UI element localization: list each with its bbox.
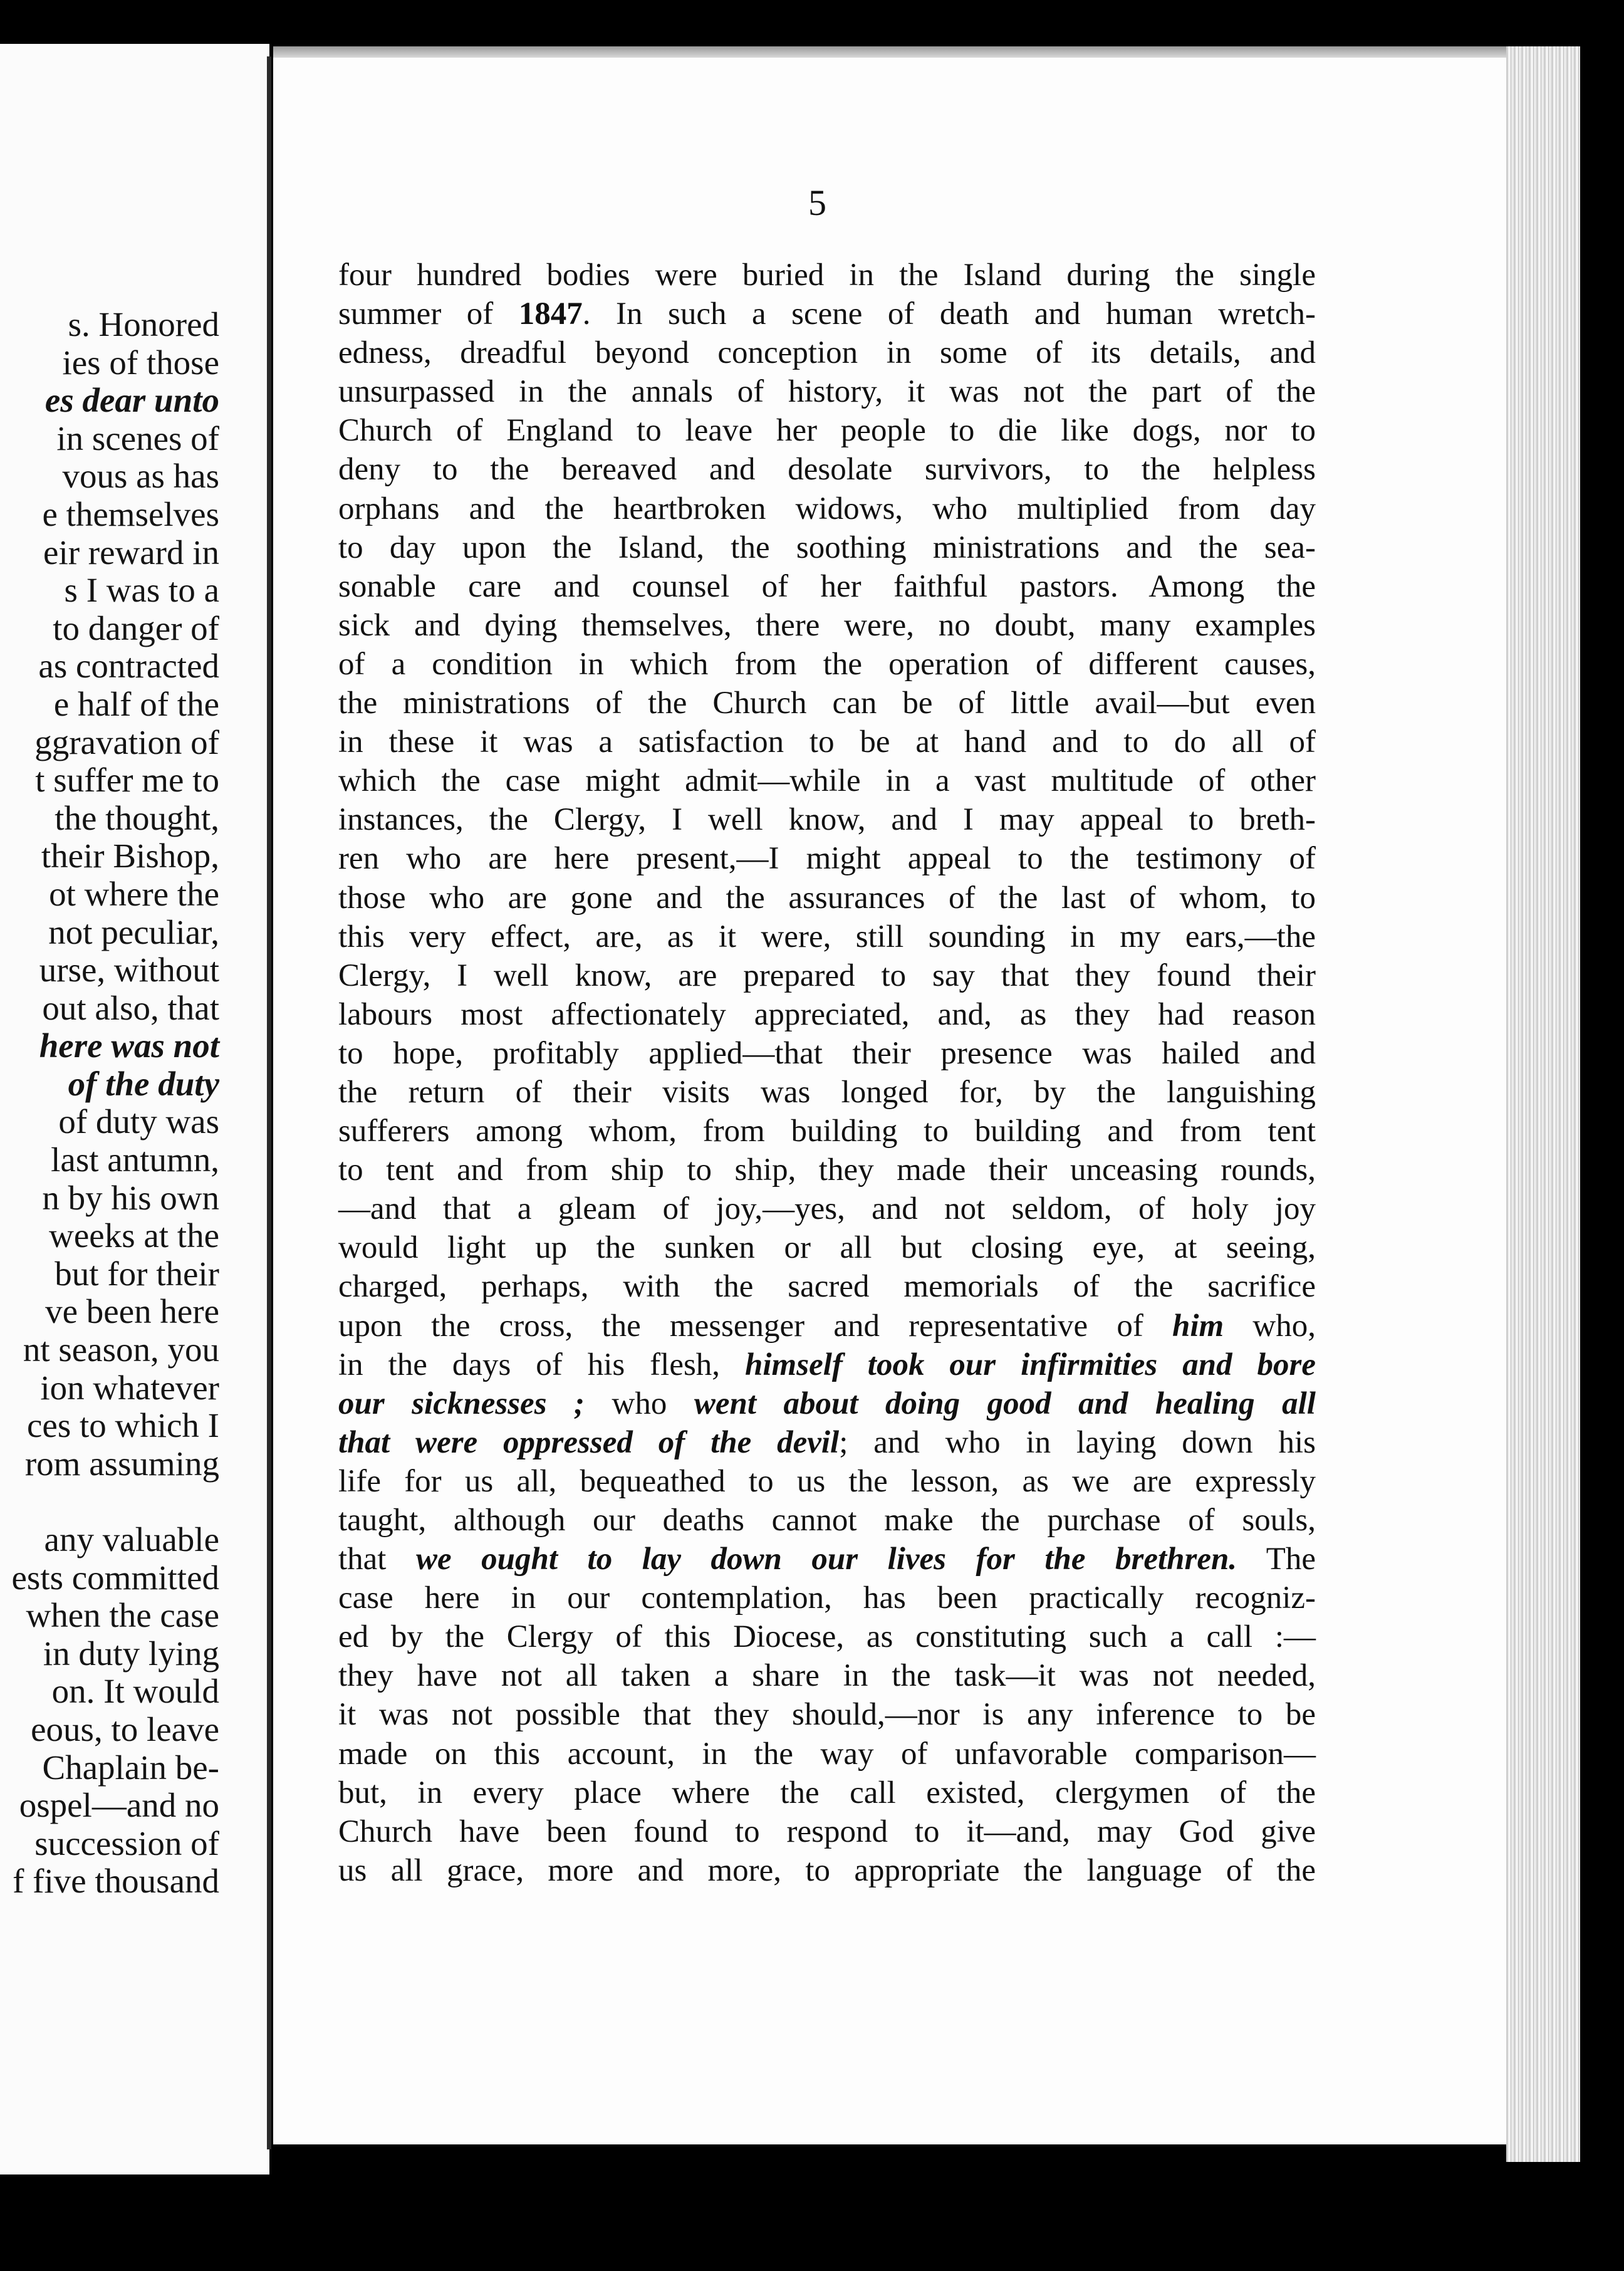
left-page-line: in duty lying: [43, 1634, 219, 1673]
text-line: [338, 489, 1316, 528]
emphasized-text: went about doing good and healing all: [694, 1386, 1316, 1421]
text-line: [338, 606, 1316, 645]
left-page-line: eir reward in: [43, 533, 219, 572]
left-page-line: weeks at the: [49, 1216, 219, 1255]
left-page-line: t suffer me to: [35, 761, 219, 800]
text-run: —and that a gleam of joy,—yes, and not seldom, of holy joy: [338, 1191, 1316, 1227]
text-run: sufferers among whom, from building to building and from tent: [338, 1114, 1316, 1149]
text-line: [338, 684, 1316, 723]
left-page-line: Chaplain be-: [42, 1748, 219, 1787]
left-page-line: as contracted: [38, 647, 219, 686]
text-run: but, in every place where the call existed, clergymen of the: [338, 1775, 1316, 1810]
emphasized-text: that were oppressed of the devil: [338, 1424, 840, 1460]
text-run: the ministrations of the Church can be of little avail—but even: [338, 686, 1316, 721]
left-page-line: last antumn,: [51, 1141, 219, 1179]
left-page-line: urse, without: [39, 951, 219, 989]
text-line: [338, 800, 1316, 839]
text-line: [338, 372, 1316, 411]
body-text: [338, 256, 1316, 1890]
text-run: who,: [1224, 1308, 1316, 1344]
book-gutter: [267, 56, 271, 2149]
text-run: us all grace, more and more, to appropriate the language of the: [338, 1852, 1316, 1888]
text-line: [338, 1812, 1316, 1851]
text-run: to day upon the Island, the soothing ministrations and the sea-: [338, 530, 1316, 565]
left-page-line: of the duty: [68, 1064, 219, 1103]
text-line: [338, 256, 1316, 295]
text-run: those who are gone and the assurances of the last of whom, to: [338, 880, 1316, 916]
text-run: orphans and the heartbroken widows, who multiplied from day: [338, 491, 1316, 526]
emphasized-text: himself took our infirmities and bore: [745, 1347, 1316, 1382]
left-page-line: s. Honored: [68, 305, 219, 343]
text-run: sick and dying themselves, there were, no doubt, many examples: [338, 607, 1316, 643]
left-page-line: not peculiar,: [48, 912, 219, 951]
text-run: Clergy, I well know, are prepared to say that they found their: [338, 958, 1316, 993]
text-run: that: [338, 1542, 416, 1577]
text-line: [338, 956, 1316, 995]
left-page-line: ies of those: [62, 343, 219, 382]
text-run: four hundred bodies were buried in the Island during the single: [338, 258, 1316, 293]
text-run: charged, perhaps, with the sacred memorials of the sacrifice: [338, 1269, 1316, 1305]
text-line: [338, 1540, 1316, 1579]
text-run: to hope, profitably applied—that their presence was hailed and: [338, 1035, 1316, 1071]
left-page-line: of duty was: [58, 1102, 219, 1141]
text-line: [338, 995, 1316, 1034]
left-page-line: eous, to leave: [31, 1710, 219, 1748]
text-line: [338, 1307, 1316, 1345]
left-page-line: out also, that: [42, 988, 219, 1027]
text-run: edness, dreadful beyond conception in some of its details, and: [338, 335, 1316, 371]
text-line: [338, 1656, 1316, 1695]
left-page-line: any valuable: [44, 1520, 219, 1558]
text-run: in these it was a satisfaction to be at hand and to do all of: [338, 724, 1316, 760]
text-run: sonable care and counsel of her faithful pastors. Among the: [338, 568, 1316, 604]
left-page-line: s I was to a: [64, 571, 219, 610]
left-page-line: succession of: [34, 1824, 219, 1862]
text-line: [338, 1034, 1316, 1073]
left-page-line: the thought,: [55, 798, 219, 837]
text-line: [338, 567, 1316, 606]
text-line: [338, 761, 1316, 800]
text-line: [338, 528, 1316, 567]
text-run: to tent and from ship to ship, they made their unceasing rounds,: [338, 1152, 1316, 1188]
text-run: ed by the Clergy of this Diocese, as constituting such a call :—: [338, 1619, 1316, 1655]
text-line: [338, 1189, 1316, 1228]
text-line: [338, 411, 1316, 450]
text-line: [338, 839, 1316, 878]
left-page-line: vous as has: [62, 457, 219, 496]
left-page-line: ot where the: [49, 874, 219, 913]
text-run: labours most affectionately appreciated, and, as they had reason: [338, 996, 1316, 1032]
text-run: case here in our contemplation, has been practically recogniz-: [338, 1580, 1316, 1616]
left-page-line: ospel—and no: [19, 1786, 219, 1825]
text-line: [338, 295, 1316, 333]
text-line: [338, 1345, 1316, 1384]
text-run: life for us all, bequeathed to us the lesson, as we are expressly: [338, 1463, 1316, 1499]
text-run: who: [585, 1386, 694, 1421]
text-run: unsurpassed in the annals of history, it was not the part of the: [338, 374, 1316, 410]
left-page-line: ests committed: [11, 1558, 219, 1597]
left-page-line: e half of the: [53, 684, 219, 723]
text-line: [338, 1228, 1316, 1267]
text-run: . In such a scene of death and human wretch-: [582, 296, 1316, 332]
text-run: ren who are here present,—I might appeal to the testimony of: [338, 841, 1316, 877]
left-page-line: but for their: [55, 1254, 219, 1293]
text-run: deny to the bereaved and desolate survivors, to the helpless: [338, 452, 1316, 488]
left-page-line: n by his own: [42, 1178, 219, 1217]
text-line: [338, 1735, 1316, 1773]
emphasized-text: we ought to lay down our lives for the brethren.: [415, 1542, 1237, 1577]
text-run: the return of their visits was longed for, by the languishing: [338, 1074, 1316, 1110]
emphasized-text: our sicknesses ;: [338, 1386, 585, 1421]
text-run: upon the cross, the messenger and representative of: [338, 1308, 1173, 1344]
left-page-line: in scenes of: [56, 419, 219, 457]
left-page-line: [0, 1483, 219, 1521]
left-page-text: [0, 306, 219, 1901]
text-line: [338, 450, 1316, 489]
text-line: [338, 1423, 1316, 1462]
text-line: [338, 1384, 1316, 1423]
left-page-line: ces to which I: [27, 1406, 219, 1445]
text-line: [338, 333, 1316, 372]
text-run: The: [1237, 1542, 1316, 1577]
text-run: which the case might admit—while in a vast multitude of other: [338, 763, 1316, 799]
left-page-line: their Bishop,: [41, 837, 219, 875]
left-page-line: when the case: [26, 1596, 219, 1635]
left-page: [0, 44, 269, 2174]
text-run: of a condition in which from the operation of different causes,: [338, 646, 1316, 682]
text-line: [338, 879, 1316, 917]
text-line: [338, 1579, 1316, 1617]
text-line: [338, 1112, 1316, 1151]
left-page-line: e themselves: [42, 494, 219, 533]
text-run: Church have been found to respond to it—and, may God give: [338, 1814, 1316, 1849]
emphasized-text: him: [1172, 1308, 1224, 1344]
text-line: [338, 1151, 1316, 1189]
text-run: instances, the Clergy, I well know, and I may appeal to breth-: [338, 802, 1316, 838]
text-run: it was not possible that they should,—nor is any inference to be: [338, 1697, 1316, 1733]
text-run: summer of: [338, 296, 519, 332]
left-page-line: here was not: [39, 1026, 219, 1065]
text-line: [338, 1773, 1316, 1812]
text-line: [338, 723, 1316, 761]
left-page-line: nt season, you: [23, 1330, 219, 1369]
text-run: Church of England to leave her people to die like dogs, nor to: [338, 413, 1316, 449]
text-line: [338, 917, 1316, 956]
text-run: this very effect, are, as it were, still sounding in my ears,—the: [338, 919, 1316, 954]
text-line: [338, 1695, 1316, 1734]
text-run: ; and who in laying down his: [839, 1424, 1316, 1460]
text-line: [338, 1073, 1316, 1112]
emphasized-text: 1847: [518, 296, 583, 332]
text-line: [338, 1617, 1316, 1656]
text-run: taught, although our deaths cannot make the purchase of souls,: [338, 1503, 1316, 1538]
left-page-line: on. It would: [51, 1672, 219, 1711]
left-page-line: rom assuming: [24, 1444, 219, 1483]
text-run: made on this account, in the way of unfavorable comparison—: [338, 1736, 1316, 1772]
text-run: would light up the sunken or all but closing eye, at seeing,: [338, 1230, 1316, 1266]
text-line: [338, 1462, 1316, 1501]
text-line: [338, 1267, 1316, 1306]
text-line: [338, 645, 1316, 684]
left-page-line: f five thousand: [13, 1862, 219, 1901]
text-line: [338, 1851, 1316, 1890]
left-page-line: ggravation of: [34, 723, 219, 761]
page-number: 5: [808, 182, 826, 223]
left-page-line: ve been here: [45, 1292, 219, 1331]
left-page-line: ion whatever: [40, 1368, 219, 1407]
left-page-line: es dear unto: [44, 381, 219, 420]
left-page-line: to danger of: [53, 608, 219, 647]
page-edge-stack: [1506, 46, 1580, 2162]
text-run: they have not all taken a share in the task—it was not needed,: [338, 1658, 1316, 1694]
text-run: in the days of his flesh,: [338, 1347, 746, 1382]
text-line: [338, 1501, 1316, 1540]
